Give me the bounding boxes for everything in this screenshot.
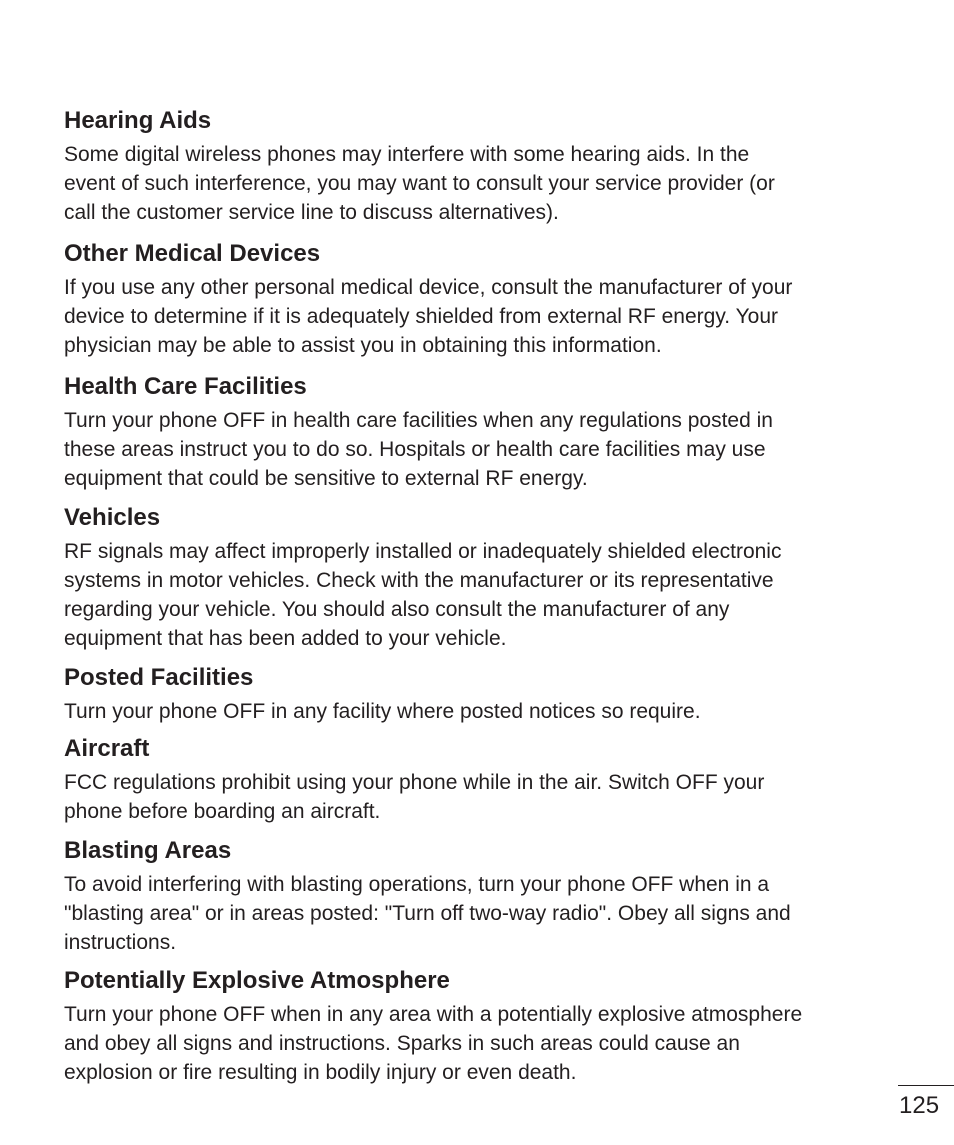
body-line: To avoid interfering with blasting operations, turn your phone OFF when in a bbox=[64, 873, 770, 896]
body-line: Turn your phone OFF in health care facilities when any regulations posted in bbox=[64, 409, 773, 432]
body-line: equipment that could be sensitive to external RF energy. bbox=[64, 467, 588, 490]
section-heading: Health Care Facilities bbox=[64, 373, 307, 400]
body-line: instructions. bbox=[64, 931, 177, 954]
body-line: call the customer service line to discuss alternatives). bbox=[64, 201, 559, 224]
section-body bbox=[64, 768, 764, 826]
section bbox=[64, 372, 773, 493]
section bbox=[64, 734, 764, 826]
body-line: explosion or fire resulting in bodily injury or even death. bbox=[64, 1061, 577, 1084]
body-line: phone before boarding an aircraft. bbox=[64, 800, 381, 823]
body-line: Some digital wireless phones may interfere with some hearing aids. In the bbox=[64, 143, 750, 166]
body-line: RF signals may affect improperly installed or inadequately shielded electronic bbox=[64, 540, 782, 563]
section bbox=[64, 239, 792, 360]
section-body bbox=[64, 870, 791, 957]
section-heading: Other Medical Devices bbox=[64, 240, 321, 267]
section bbox=[64, 106, 775, 227]
body-line: regarding your vehicle. You should also consult the manufacturer of any bbox=[64, 598, 730, 621]
section bbox=[64, 663, 701, 726]
section-body bbox=[64, 406, 773, 493]
body-line: systems in motor vehicles. Check with the manufacturer or its representative bbox=[64, 569, 774, 592]
section-heading: Posted Facilities bbox=[64, 664, 254, 691]
body-line: equipment that has been added to your vehicle. bbox=[64, 627, 507, 650]
section-body bbox=[64, 697, 701, 726]
section-body bbox=[64, 140, 775, 227]
section-heading: Blasting Areas bbox=[64, 837, 232, 864]
body-line: Turn your phone OFF when in any area with a potentially explosive atmosphere bbox=[64, 1003, 803, 1026]
section-heading: Aircraft bbox=[64, 735, 150, 762]
section-heading: Potentially Explosive Atmosphere bbox=[64, 967, 450, 994]
section-heading: Hearing Aids bbox=[64, 107, 212, 134]
page-number-rule bbox=[898, 1085, 954, 1086]
section-heading: Vehicles bbox=[64, 504, 161, 531]
body-line: and obey all signs and instructions. Sparks in such areas could cause an bbox=[64, 1032, 740, 1055]
section bbox=[64, 503, 781, 653]
body-line: Turn your phone OFF in any facility where posted notices so require. bbox=[64, 700, 701, 723]
section-body bbox=[64, 1000, 802, 1087]
body-line: event of such interference, you may want to consult your service provider (or bbox=[64, 172, 775, 195]
body-line: physician may be able to assist you in obtaining this information. bbox=[64, 334, 662, 357]
page-number: 125 bbox=[899, 1092, 940, 1119]
section bbox=[64, 836, 791, 957]
section bbox=[64, 966, 802, 1087]
body-line: FCC regulations prohibit using your phone while in the air. Switch OFF your bbox=[64, 771, 765, 794]
body-line: these areas instruct you to do so. Hospitals or health care facilities may use bbox=[64, 438, 766, 461]
body-line: device to determine if it is adequately shielded from external RF energy. Your bbox=[64, 305, 778, 328]
body-line: If you use any other personal medical device, consult the manufacturer of your bbox=[64, 276, 793, 299]
section-body bbox=[64, 273, 792, 360]
section-body bbox=[64, 537, 781, 653]
body-line: "blasting area" or in areas posted: "Turn off two-way radio". Obey all signs and bbox=[64, 902, 791, 925]
